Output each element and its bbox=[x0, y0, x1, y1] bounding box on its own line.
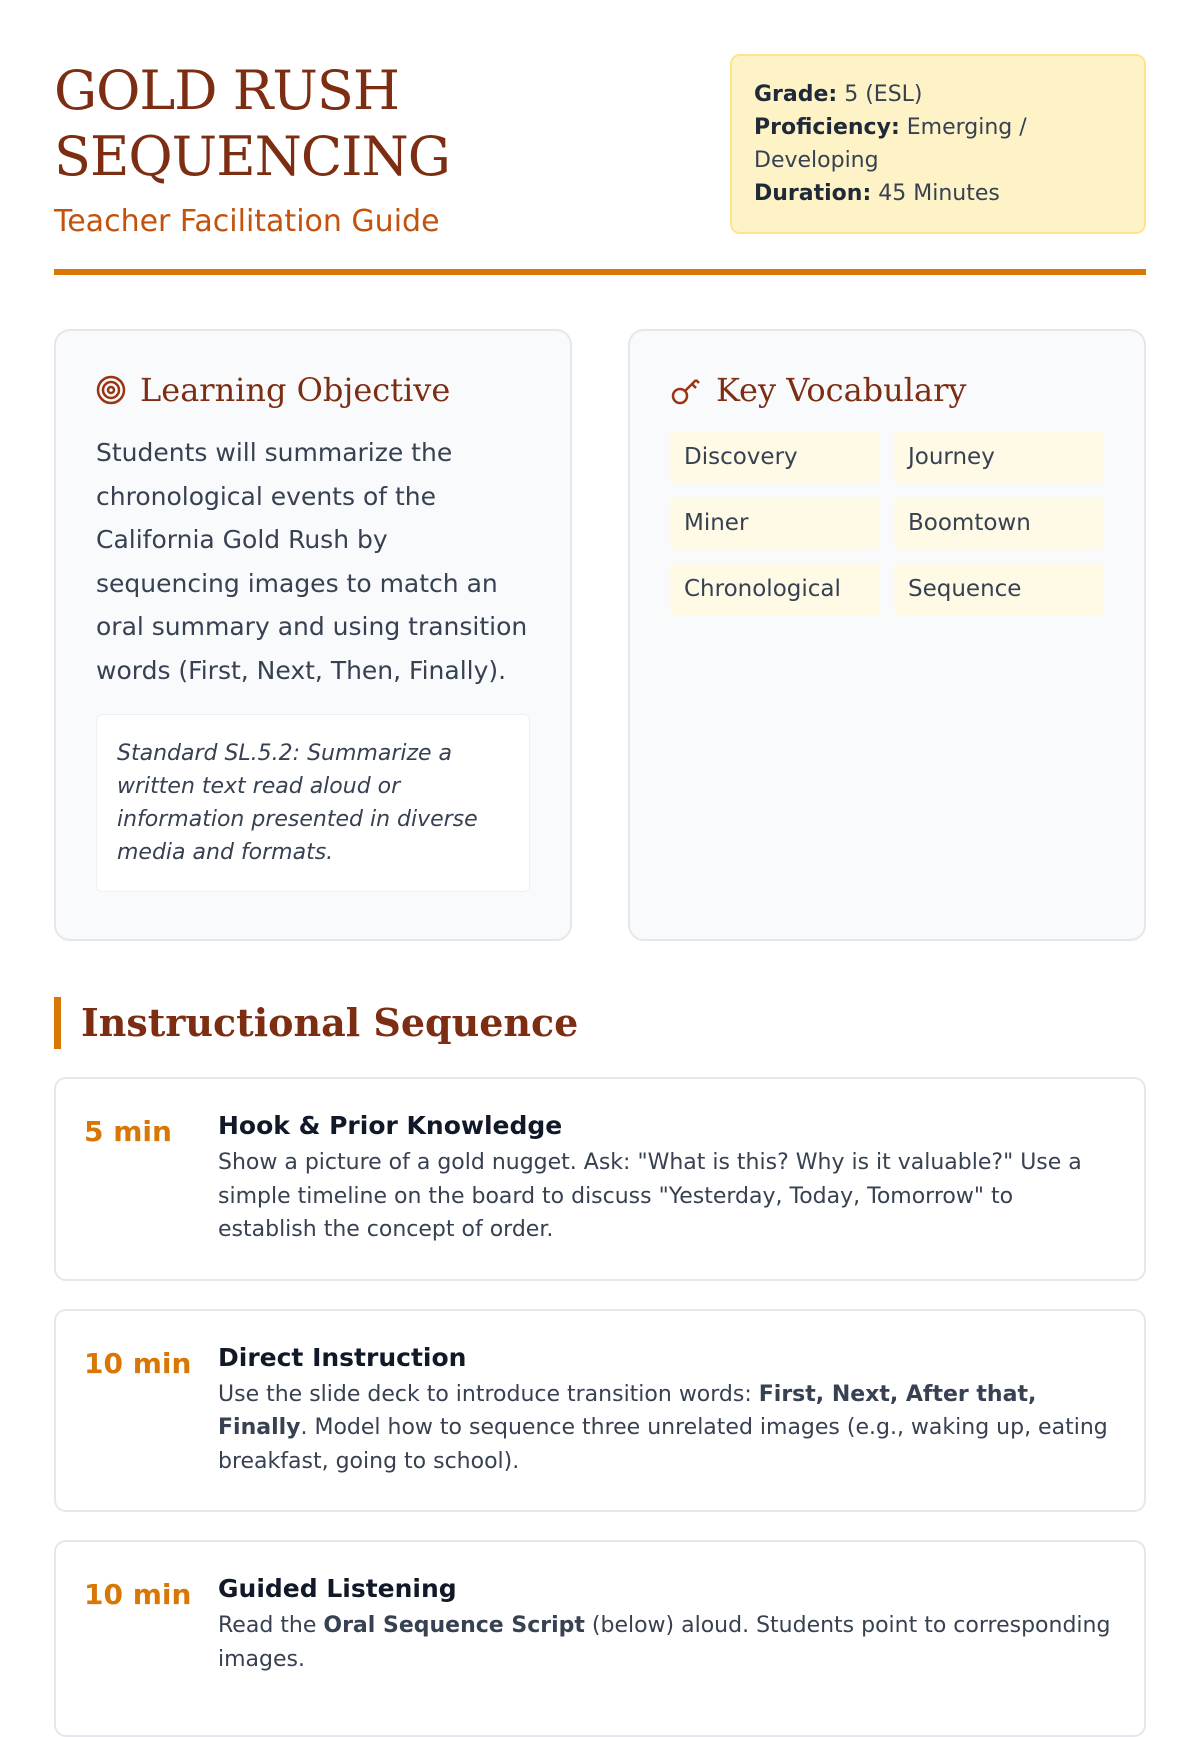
step-time: 10 min bbox=[84, 1578, 192, 1611]
vocabulary-grid bbox=[670, 431, 1104, 615]
key-vocabulary-title: Key Vocabulary bbox=[716, 371, 967, 409]
page-title bbox=[54, 58, 450, 190]
page-subtitle: Teacher Facilitation Guide bbox=[54, 204, 440, 239]
vocab-word: Miner bbox=[670, 497, 880, 549]
standard-note: Standard SL.5.2: Summarize a written text read aloud or information presented in diverse media and formats. bbox=[96, 714, 530, 892]
target-icon bbox=[96, 375, 126, 405]
sequence-step bbox=[54, 1309, 1146, 1513]
vocab-word: Journey bbox=[894, 431, 1104, 483]
sequence-step bbox=[54, 1077, 1146, 1281]
page-header bbox=[54, 54, 1146, 275]
step-text-part: Read the bbox=[218, 1613, 324, 1638]
step-time: 10 min bbox=[84, 1346, 192, 1380]
proficiency-label: Proficiency: bbox=[754, 115, 900, 140]
instructional-sequence-heading: Instructional Sequence bbox=[54, 997, 1146, 1049]
step-text-part: (below) aloud. Students point to corresponding images. bbox=[218, 1613, 1111, 1672]
lesson-info-box bbox=[730, 54, 1146, 234]
title-line-1: GOLD RUSH bbox=[54, 59, 399, 122]
step-title: Direct Instruction bbox=[218, 1342, 467, 1372]
objective-text: Students will summarize the chronological events of the California Gold Rush by sequencing images to match an oral summary and using transition words (First, Next, Then, Finally). bbox=[96, 438, 528, 685]
key-icon bbox=[670, 374, 702, 406]
step-time: 5 min bbox=[84, 1115, 172, 1148]
learning-objective-title: Learning Objective bbox=[140, 371, 451, 409]
key-vocabulary-card bbox=[628, 329, 1146, 941]
key-vocabulary-heading bbox=[670, 371, 1104, 409]
step-text: Show a picture of a gold nugget. Ask: "What is this? Why is it valuable?" Use a simple timeline on the board to discuss "Yesterday, Today, Tomorrow" to establish the concept of order. bbox=[218, 1150, 1082, 1242]
learning-objective-card bbox=[54, 329, 572, 941]
title-line-2: SEQUENCING bbox=[54, 125, 450, 188]
transition-words: First, Next, After that, Finally bbox=[218, 1381, 1037, 1440]
vocab-word: Discovery bbox=[670, 431, 880, 483]
grade-label: Grade: bbox=[754, 82, 838, 107]
step-title: Hook & Prior Knowledge bbox=[218, 1111, 563, 1140]
step-text bbox=[218, 1609, 1116, 1676]
step-text-part: Use the slide deck to introduce transition words: bbox=[218, 1381, 759, 1407]
step-text-part: . Model how to sequence three unrelated images (e.g., waking up, eating breakfast, going to school). bbox=[218, 1415, 1108, 1474]
duration-value: 45 Minutes bbox=[878, 181, 1000, 206]
proficiency-value: Emerging / Developing bbox=[754, 115, 1027, 173]
grade-value: 5 (ESL) bbox=[844, 82, 923, 107]
step-text bbox=[218, 1378, 1116, 1479]
sequence-step bbox=[54, 1540, 1146, 1737]
vocab-word: Sequence bbox=[894, 563, 1104, 615]
sequence-steps bbox=[54, 1077, 1146, 1737]
script-reference: Oral Sequence Script bbox=[323, 1613, 585, 1638]
learning-objective-heading bbox=[96, 371, 530, 409]
vocab-word: Boomtown bbox=[894, 497, 1104, 549]
duration-label: Duration: bbox=[754, 181, 872, 206]
vocab-word: Chronological bbox=[670, 563, 880, 615]
step-title: Guided Listening bbox=[218, 1574, 457, 1603]
